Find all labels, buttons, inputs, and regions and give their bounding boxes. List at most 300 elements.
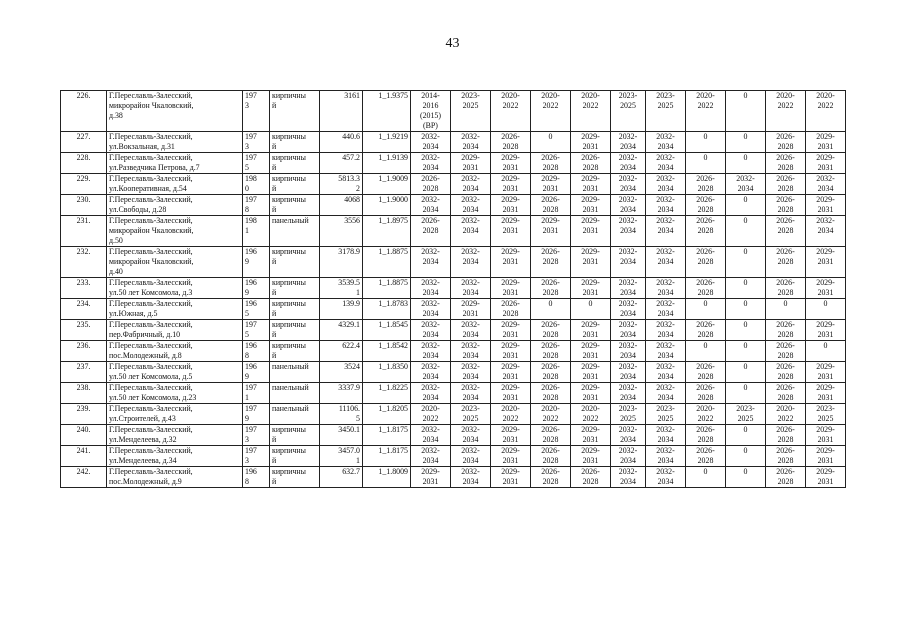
cell-line: 2032-: [461, 341, 480, 350]
repair-period-cell: [766, 425, 806, 446]
cell-line: 2028: [777, 477, 794, 486]
cell-line: й: [272, 257, 277, 266]
cell-line: 2028: [777, 142, 794, 151]
cell-line: 2026-: [776, 467, 795, 476]
cell-line: 3: [245, 142, 249, 151]
repair-period-cell: [491, 362, 531, 383]
index-cell: 1_1.8225: [363, 383, 411, 404]
cell-line: 2032-: [618, 153, 638, 162]
cell-line: 2029-: [501, 247, 520, 256]
cell-line: 2026-: [776, 278, 795, 287]
cell-line: 2025: [462, 101, 479, 110]
repair-period-cell: [491, 195, 531, 216]
repair-period-cell: [451, 91, 491, 132]
cell-line: 197: [245, 132, 257, 141]
build-year-cell: [243, 91, 270, 132]
cell-line: 0: [548, 132, 553, 141]
cell-line: 2029-: [461, 299, 480, 308]
repair-period-cell: [531, 341, 571, 362]
repair-period-cell: [611, 299, 646, 320]
repair-period-cell: [766, 320, 806, 341]
repair-period-cell: [806, 216, 846, 247]
cell-line: 2032-: [656, 174, 675, 183]
row-number-cell: 227.: [61, 132, 107, 153]
cell-line: пос.Молодежный, д.8: [109, 351, 182, 360]
cell-line: 2028: [777, 456, 794, 465]
cell-line: 2031: [817, 393, 834, 402]
cell-line: 2029-: [421, 467, 440, 476]
index-cell: 1_1.8875: [363, 278, 411, 299]
repair-period-cell: [411, 341, 451, 362]
cell-line: 9: [245, 414, 249, 423]
repair-period-cell: [611, 195, 646, 216]
repair-period-cell: [646, 174, 686, 195]
cell-line: 2028: [777, 205, 794, 214]
cell-line: 2034: [620, 163, 636, 172]
cell-line: панельный: [272, 216, 309, 225]
repair-period-cell: [451, 341, 491, 362]
cell-line: 2031: [817, 372, 834, 381]
cell-line: 196: [245, 247, 257, 256]
cell-line: 2031: [817, 477, 834, 486]
cell-line: 2026-: [696, 362, 715, 371]
cell-line: 2020-: [776, 404, 795, 413]
cell-line: 2031: [817, 288, 834, 297]
repair-period-cell: [646, 195, 686, 216]
wall-material-cell: [270, 425, 320, 446]
cell-line: 2032-: [618, 278, 638, 287]
cell-line: 2034: [657, 477, 674, 486]
cell-line: 2022: [542, 101, 559, 110]
repair-period-cell: [451, 216, 491, 247]
build-year-cell: [243, 278, 270, 299]
cell-line: 3337.9: [338, 383, 360, 392]
cell-line: 2026-: [541, 320, 560, 329]
repair-period-cell: [491, 132, 531, 153]
cell-line: 2034: [620, 477, 636, 486]
cell-line: 2034: [462, 142, 479, 151]
cell-line: 2034: [817, 226, 834, 235]
cell-line: 198: [245, 174, 257, 183]
repair-period-cell: [531, 195, 571, 216]
cell-line: 2034: [657, 456, 674, 465]
area-cell: [320, 174, 363, 195]
cell-line: 2028: [777, 226, 794, 235]
cell-line: й: [272, 163, 277, 172]
cell-line: 3450.1: [338, 425, 360, 434]
repair-period-cell: [686, 425, 726, 446]
cell-line: 2032-: [461, 195, 480, 204]
cell-line: 197: [245, 425, 257, 434]
cell-line: (ВР): [423, 121, 438, 130]
cell-line: 2020-: [581, 91, 600, 100]
cell-line: 2026-: [776, 132, 795, 141]
cell-line: 2031: [462, 309, 479, 318]
cell-line: 2031: [542, 226, 559, 235]
cell-line: 2020-: [541, 91, 560, 100]
cell-line: 2034: [422, 205, 439, 214]
build-year-cell: [243, 446, 270, 467]
index-cell: 1_1.9375: [363, 91, 411, 132]
cell-line: 2034: [422, 435, 439, 444]
cell-line: 2026-: [696, 195, 715, 204]
repair-period-cell: [451, 174, 491, 195]
cell-line: кирпичны: [272, 132, 306, 141]
cell-line: 2031: [582, 142, 599, 151]
repair-period-cell: [411, 446, 451, 467]
cell-line: 2032-: [461, 216, 480, 225]
cell-line: ул.Кооперативная, д.54: [109, 184, 187, 193]
address-cell: [107, 404, 243, 425]
cell-line: 2029-: [501, 278, 520, 287]
cell-line: 2031: [582, 351, 599, 360]
repair-period-cell: [806, 195, 846, 216]
repair-period-cell: [646, 467, 686, 488]
cell-line: 197: [245, 91, 257, 100]
cell-line: 2026-: [776, 174, 795, 183]
cell-line: 2028: [542, 163, 559, 172]
cell-line: 4068: [344, 195, 360, 204]
cell-line: 2031: [502, 184, 519, 193]
cell-line: 2026-: [776, 320, 795, 329]
wall-material-cell: [270, 278, 320, 299]
cell-line: 2032-: [421, 132, 440, 141]
cell-line: 2031: [502, 163, 519, 172]
area-cell: [320, 91, 363, 132]
repair-period-cell: [806, 132, 846, 153]
cell-line: 2022: [582, 414, 599, 423]
repair-period-cell: [571, 216, 611, 247]
cell-line: 2034: [462, 477, 479, 486]
table-row: [61, 299, 846, 320]
repair-period-cell: [411, 299, 451, 320]
cell-line: 2026-: [696, 425, 715, 434]
area-cell: [320, 278, 363, 299]
repair-period-cell: [491, 341, 531, 362]
cell-line: 2028: [542, 205, 559, 214]
cell-line: 440.6: [342, 132, 360, 141]
cell-line: 2034: [620, 351, 636, 360]
cell-line: 2032-: [656, 195, 675, 204]
cell-line: 2029-: [816, 446, 835, 455]
index-cell: 1_1.8545: [363, 320, 411, 341]
cell-line: 2034: [620, 184, 636, 193]
cell-line: 2034: [620, 309, 636, 318]
cell-line: 2031: [502, 205, 519, 214]
cell-line: 2031: [817, 330, 834, 339]
cell-line: 5: [245, 330, 249, 339]
repair-period-cell: [531, 174, 571, 195]
cell-line: 2023-: [618, 404, 638, 413]
cell-line: панельный: [272, 404, 309, 413]
repair-period-cell: [806, 174, 846, 195]
cell-line: д.38: [109, 111, 123, 120]
cell-line: кирпичны: [272, 341, 306, 350]
cell-line: Г.Переславль-Залесский,: [109, 320, 193, 329]
repair-period-cell: [531, 278, 571, 299]
repair-period-cell: [491, 153, 531, 174]
repair-period-cell: [726, 153, 766, 174]
address-cell: [107, 216, 243, 247]
cell-line: 2029-: [501, 341, 520, 350]
repair-period-cell: [411, 404, 451, 425]
repair-period-cell: [491, 425, 531, 446]
cell-line: й: [272, 435, 277, 444]
cell-line: 2034: [620, 435, 636, 444]
build-year-cell: [243, 153, 270, 174]
address-cell: [107, 91, 243, 132]
cell-line: 2028: [697, 288, 714, 297]
row-number-cell: 228.: [61, 153, 107, 174]
cell-line: 2028: [542, 351, 559, 360]
table-row: [61, 467, 846, 488]
repair-period-cell: [531, 299, 571, 320]
area-cell: [320, 247, 363, 278]
repair-period-cell: [646, 153, 686, 174]
cell-line: 2034: [657, 435, 674, 444]
wall-material-cell: [270, 195, 320, 216]
cell-line: 2028: [542, 456, 559, 465]
repair-period-cell: [686, 153, 726, 174]
cell-line: 2031: [502, 393, 519, 402]
repair-period-cell: [571, 174, 611, 195]
repair-period-cell: [451, 132, 491, 153]
cell-line: 197: [245, 383, 257, 392]
cell-line: 2028: [697, 393, 714, 402]
cell-line: 2032-: [656, 278, 675, 287]
area-cell: [320, 467, 363, 488]
wall-material-cell: [270, 247, 320, 278]
repair-period-cell: [611, 91, 646, 132]
cell-line: 2029-: [541, 216, 560, 225]
cell-line: 2032-: [618, 467, 638, 476]
repair-period-cell: [806, 404, 846, 425]
repair-period-cell: [686, 320, 726, 341]
cell-line: 2025: [462, 414, 479, 423]
repair-period-cell: [531, 132, 571, 153]
cell-line: 2023-: [461, 404, 480, 413]
repair-period-cell: [411, 320, 451, 341]
row-number-cell: 241.: [61, 446, 107, 467]
cell-line: 2025: [657, 414, 674, 423]
cell-line: 2034: [422, 163, 439, 172]
cell-line: 2026-: [696, 446, 715, 455]
cell-line: 2029-: [501, 195, 520, 204]
cell-line: 2028: [582, 477, 599, 486]
repair-period-cell: [571, 425, 611, 446]
cell-line: 2026-: [696, 174, 715, 183]
cell-line: 2034: [422, 456, 439, 465]
repair-period-cell: [766, 299, 806, 320]
cell-line: 0: [703, 341, 708, 350]
cell-line: 2031: [582, 435, 599, 444]
row-number-cell: 232.: [61, 247, 107, 278]
cell-line: 2031: [582, 288, 599, 297]
cell-line: 2026-: [541, 195, 560, 204]
cell-line: 2031: [817, 205, 834, 214]
cell-line: д.50: [109, 236, 123, 245]
cell-line: 2032-: [421, 341, 440, 350]
cell-line: 2031: [582, 257, 599, 266]
cell-line: 2032-: [618, 299, 638, 308]
area-cell: [320, 216, 363, 247]
repair-period-cell: [686, 247, 726, 278]
address-cell: [107, 247, 243, 278]
cell-line: 2028: [777, 435, 794, 444]
cell-line: 2031: [502, 330, 519, 339]
wall-material-cell: [270, 299, 320, 320]
cell-line: ул.Разведчика Петрова, д.7: [109, 163, 200, 172]
repair-period-cell: [806, 467, 846, 488]
cell-line: 196: [245, 299, 257, 308]
cell-line: 2032-: [656, 299, 675, 308]
cell-line: 1: [356, 456, 360, 465]
cell-line: кирпичны: [272, 195, 306, 204]
cell-line: 2025: [737, 414, 754, 423]
repair-period-cell: [766, 467, 806, 488]
index-cell: 1_1.9139: [363, 153, 411, 174]
cell-line: 2032-: [656, 132, 675, 141]
cell-line: 2029-: [501, 153, 520, 162]
cell-line: 2026-: [581, 153, 600, 162]
cell-line: й: [272, 142, 277, 151]
cell-line: (2015): [419, 111, 442, 120]
repair-period-cell: [451, 278, 491, 299]
index-cell: 1_1.8875: [363, 247, 411, 278]
cell-line: 2026-: [776, 446, 795, 455]
cell-line: 2026-: [501, 299, 520, 308]
cell-line: 2022: [422, 414, 439, 423]
cell-line: 2: [356, 184, 360, 193]
cell-line: 2028: [422, 184, 439, 193]
area-cell: [320, 153, 363, 174]
cell-line: 2034: [462, 351, 479, 360]
repair-period-cell: [611, 404, 646, 425]
cell-line: 2031: [462, 163, 479, 172]
cell-line: Г.Переславль-Залесский,: [109, 278, 193, 287]
address-cell: [107, 362, 243, 383]
repair-period-cell: [571, 299, 611, 320]
cell-line: 2032-: [461, 446, 480, 455]
repair-period-cell: [611, 153, 646, 174]
cell-line: 2032-: [656, 467, 675, 476]
repair-period-cell: [726, 341, 766, 362]
cell-line: 2029-: [461, 153, 480, 162]
cell-line: 0: [823, 299, 828, 308]
repair-period-cell: [726, 195, 766, 216]
cell-line: 2020-: [696, 91, 715, 100]
repair-period-cell: [766, 216, 806, 247]
wall-material-cell: [270, 446, 320, 467]
cell-line: 2032-: [461, 278, 480, 287]
cell-line: 2034: [620, 257, 636, 266]
repair-period-cell: [686, 446, 726, 467]
repair-period-cell: [531, 362, 571, 383]
repair-period-cell: [686, 174, 726, 195]
cell-line: 2020-: [581, 404, 600, 413]
table-row: [61, 446, 846, 467]
repair-period-cell: [491, 247, 531, 278]
cell-line: ул.50 лет Комсомола, д.23: [109, 393, 197, 402]
cell-line: 2026-: [541, 383, 560, 392]
cell-line: 2034: [620, 288, 636, 297]
repair-period-cell: [806, 341, 846, 362]
cell-line: 2032-: [421, 383, 440, 392]
repair-period-cell: [646, 91, 686, 132]
cell-line: 2029-: [501, 216, 520, 225]
repair-period-cell: [766, 362, 806, 383]
cell-line: 2022: [542, 414, 559, 423]
repair-period-cell: [726, 278, 766, 299]
cell-line: 2023-: [656, 91, 675, 100]
cell-line: 2032-: [816, 216, 835, 225]
address-cell: [107, 467, 243, 488]
repair-period-cell: [611, 278, 646, 299]
cell-line: 2028: [697, 456, 714, 465]
cell-line: 2026-: [541, 446, 560, 455]
cell-line: 8: [245, 351, 249, 360]
wall-material-cell: [270, 383, 320, 404]
cell-line: 198: [245, 216, 257, 225]
repair-period-cell: [531, 153, 571, 174]
repair-period-cell: [726, 299, 766, 320]
address-cell: [107, 341, 243, 362]
repair-period-cell: [686, 132, 726, 153]
repair-period-cell: [411, 278, 451, 299]
area-cell: [320, 362, 363, 383]
cell-line: 0: [743, 195, 748, 204]
cell-line: 2032-: [656, 341, 675, 350]
cell-line: 0: [743, 362, 748, 371]
cell-line: 9: [245, 372, 249, 381]
cell-line: 2028: [777, 163, 794, 172]
cell-line: 0: [743, 446, 748, 455]
cell-line: 2023-: [816, 404, 835, 413]
cell-line: 2026-: [541, 153, 560, 162]
repair-period-cell: [531, 446, 571, 467]
build-year-cell: [243, 195, 270, 216]
cell-line: 2031: [502, 351, 519, 360]
repair-period-cell: [411, 425, 451, 446]
cell-line: 2031: [582, 372, 599, 381]
cell-line: Г.Переславль-Залесский,: [109, 247, 193, 256]
cell-line: 2020-: [421, 404, 440, 413]
cell-line: 2032-: [461, 425, 480, 434]
repair-period-cell: [646, 320, 686, 341]
cell-line: 197: [245, 195, 257, 204]
cell-line: кирпичны: [272, 153, 306, 162]
table-row: [61, 216, 846, 247]
cell-line: 2029-: [501, 383, 520, 392]
cell-line: 2032-: [421, 153, 440, 162]
cell-line: 2032-: [656, 425, 675, 434]
repair-period-cell: [611, 467, 646, 488]
cell-line: 2032-: [461, 320, 480, 329]
cell-line: 3524: [344, 362, 360, 371]
table-row: [61, 383, 846, 404]
cell-line: 2032-: [656, 383, 675, 392]
repair-period-cell: [806, 383, 846, 404]
cell-line: 2022: [697, 414, 714, 423]
index-cell: 1_1.8175: [363, 425, 411, 446]
cell-line: 2034: [462, 372, 479, 381]
cell-line: Г.Переславль-Залесский,: [109, 467, 193, 476]
repair-period-cell: [531, 467, 571, 488]
cell-line: 2034: [620, 330, 636, 339]
cell-line: 2026-: [541, 341, 560, 350]
cell-line: 2026-: [776, 195, 795, 204]
cell-line: кирпичны: [272, 467, 306, 476]
